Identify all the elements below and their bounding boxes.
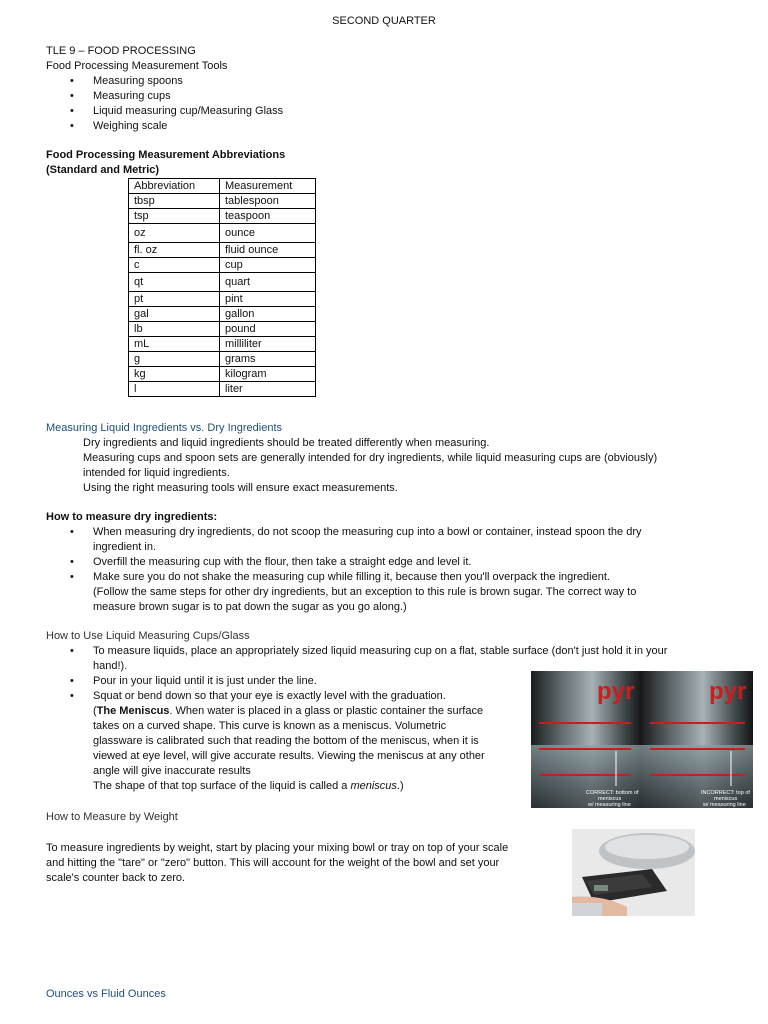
bullet-icon: • — [70, 645, 74, 657]
table-cell: pt — [129, 292, 220, 307]
table-row — [129, 258, 316, 273]
table-cell: fluid ounce — [220, 243, 316, 258]
abbreviations-heading: Food Processing Measurement Abbreviations — [46, 149, 286, 161]
paragraph-line: Using the right measuring tools will ensure exact measurements. — [83, 482, 398, 494]
list-item: Squat or bend down so that your eye is exactly level with the graduation. — [93, 690, 446, 702]
list-item: Make sure you do not shake the measuring cup while filling it, because then you'll overpack the ingredient. — [93, 571, 610, 583]
table-row — [129, 292, 316, 307]
tools-heading: Food Processing Measurement Tools — [46, 60, 228, 72]
meniscus-note-line: angle will give inaccurate results — [93, 765, 251, 777]
meniscus-note — [93, 704, 483, 719]
table-cell: gal — [129, 307, 220, 322]
photo-caption-line: CORRECT: bottom of — [586, 790, 639, 796]
table-cell: kilogram — [220, 367, 316, 382]
bullet-icon: • — [70, 675, 74, 687]
table-cell: qt — [129, 273, 220, 292]
table-row — [129, 209, 316, 224]
photo-caption-line: meniscus — [598, 796, 622, 802]
table-cell: tbsp — [129, 194, 220, 209]
table-cell: grams — [220, 352, 316, 367]
meniscus-photo — [531, 671, 753, 808]
list-item-continuation: hand!). — [93, 660, 128, 672]
list-item: Pour in your liquid until it is just under the line. — [93, 675, 317, 687]
table-cell: teaspoon — [220, 209, 316, 224]
table-cell: lb — [129, 322, 220, 337]
column-header: Abbreviation — [129, 179, 220, 194]
table-cell: tsp — [129, 209, 220, 224]
table-cell: liter — [220, 382, 316, 397]
table-row — [129, 194, 316, 209]
page-title: SECOND QUARTER — [332, 15, 436, 27]
bullet-icon: • — [70, 120, 74, 132]
liquid-heading: How to Use Liquid Measuring Cups/Glass — [46, 630, 250, 642]
abbreviations-table — [128, 178, 316, 397]
list-item-continuation: measure brown sugar is to pat down the sugar as you go along.) — [93, 601, 407, 613]
bullet-icon: • — [70, 90, 74, 102]
liquid-vs-dry-heading: Measuring Liquid Ingredients vs. Dry Ingredients — [46, 422, 283, 434]
table-header-row — [129, 179, 316, 194]
list-item: Weighing scale — [93, 120, 168, 132]
table-cell: fl. oz — [129, 243, 220, 258]
scale-photo — [572, 829, 695, 916]
weight-heading: How to Measure by Weight — [46, 811, 178, 823]
table-row — [129, 337, 316, 352]
bullet-icon: • — [70, 690, 74, 702]
bullet-icon: • — [70, 75, 74, 87]
list-item: When measuring dry ingredients, do not scoop the measuring cup into a bowl or container, instead spoon the dry — [93, 526, 642, 538]
meniscus-note-line: viewed at eye level, will give accurate results. Viewing the meniscus at any other — [93, 750, 485, 762]
paragraph-line: scale's counter back to zero. — [46, 872, 186, 884]
meniscus-note-line: glassware is calibrated such that reading the bottom of the meniscus, when it is — [93, 735, 479, 747]
table-row — [129, 352, 316, 367]
photo-caption-line: w/ measuring line — [703, 802, 746, 808]
photo-logo-text: pyr — [709, 678, 747, 705]
list-item: Measuring spoons — [93, 75, 183, 87]
table-cell: c — [129, 258, 220, 273]
table-cell: kg — [129, 367, 220, 382]
table-row — [129, 382, 316, 397]
meniscus-term: The Meniscus — [96, 705, 170, 717]
table-cell: tablespoon — [220, 194, 316, 209]
table-cell: cup — [220, 258, 316, 273]
bullet-icon: • — [70, 571, 74, 583]
table-cell: milliliter — [220, 337, 316, 352]
table-row — [129, 224, 316, 243]
table-row — [129, 322, 316, 337]
meniscus-text: . When water is placed in a glass or plastic container the surface — [169, 705, 484, 717]
paragraph-line: Measuring cups and spoon sets are generally intended for dry ingredients, while liquid measuring cups are (obviously) — [83, 452, 658, 464]
table-cell: ounce — [220, 224, 316, 243]
bullet-icon: • — [70, 556, 74, 568]
table-row — [129, 307, 316, 322]
list-item: Measuring cups — [93, 90, 171, 102]
table-row — [129, 243, 316, 258]
paragraph-line: and hitting the "tare" or "zero" button. This will account for the weight of the bowl and set your — [46, 857, 500, 869]
list-item: To measure liquids, place an appropriately sized liquid measuring cup on a flat, stable surface (don't just hold it in your — [93, 645, 668, 657]
table-cell: quart — [220, 273, 316, 292]
photo-logo-text: pyr — [597, 678, 635, 705]
table-row — [129, 367, 316, 382]
column-header: Measurement — [220, 179, 316, 194]
ounces-heading: Ounces vs Fluid Ounces — [46, 988, 166, 1000]
list-item: Liquid measuring cup/Measuring Glass — [93, 105, 284, 117]
list-item-continuation: ingredient in. — [93, 541, 156, 553]
paragraph-line: intended for liquid ingredients. — [83, 467, 230, 479]
photo-caption-line: w/ measuring line — [588, 802, 631, 808]
meniscus-definition-text: The shape of that top surface of the liquid is called a — [93, 780, 351, 792]
meniscus-definition — [93, 779, 404, 794]
bullet-icon: • — [70, 526, 74, 538]
meniscus-open-paren: ( — [93, 705, 97, 717]
meniscus-definition-end: .) — [396, 780, 404, 792]
paragraph-line: To measure ingredients by weight, start by placing your mixing bowl or tray on top of your scale — [46, 842, 509, 854]
table-cell: l — [129, 382, 220, 397]
table-cell: pound — [220, 322, 316, 337]
photo-caption-line: INCORRECT: top of — [701, 790, 750, 796]
meniscus-note-line: takes on a curved shape. This curve is known as a meniscus. Volumetric — [93, 720, 447, 732]
table-cell: g — [129, 352, 220, 367]
photo-caption-line: meniscus — [714, 796, 738, 802]
kitchen-scale-image — [572, 829, 695, 916]
table-cell: mL — [129, 337, 220, 352]
table-cell: pint — [220, 292, 316, 307]
dry-heading: How to measure dry ingredients: — [46, 511, 218, 523]
table-row — [129, 273, 316, 292]
meniscus-word: meniscus — [350, 780, 397, 792]
paragraph-line: Dry ingredients and liquid ingredients should be treated differently when measuring. — [83, 437, 490, 449]
abbreviations-subheading: (Standard and Metric) — [46, 164, 160, 176]
table-cell: oz — [129, 224, 220, 243]
bullet-icon: • — [70, 105, 74, 117]
list-item-continuation: (Follow the same steps for other dry ingredients, but an exception to this rule is brown sugar. The correct way to — [93, 586, 637, 598]
table-cell: gallon — [220, 307, 316, 322]
list-item: Overfill the measuring cup with the flour, then take a straight edge and level it. — [93, 556, 472, 568]
course-title: TLE 9 – FOOD PROCESSING — [46, 45, 196, 57]
meniscus-comparison-image — [531, 671, 753, 808]
